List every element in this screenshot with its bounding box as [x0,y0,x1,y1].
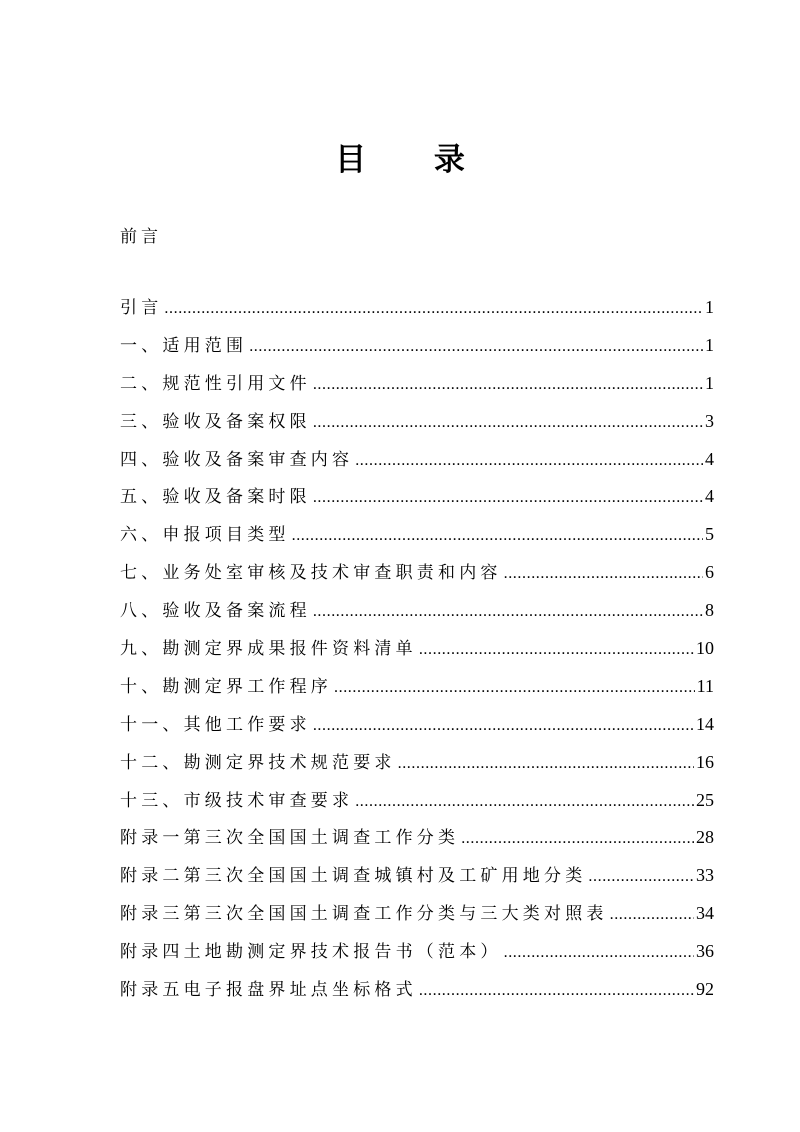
toc-entry-label: 十二、勘测定界技术规范要求 [120,752,396,772]
toc-entry-label: 一、适用范围 [120,335,248,355]
toc-leader-dots [355,793,694,811]
toc-entry-page: 34 [696,903,714,924]
toc-entry-page: 92 [696,979,714,1000]
toc-leader-dots [313,717,694,735]
toc-entry-page: 4 [705,448,714,469]
toc-leader-dots [610,906,694,924]
toc-leader-dots [292,527,703,545]
toc-leader-dots [504,565,703,583]
toc-leader-dots [398,755,694,773]
toc-entry-page: 16 [696,751,714,772]
toc-entry[interactable] [120,558,714,596]
toc-entry-page: 14 [696,713,714,734]
toc-entry-label: 五、验收及备案时限 [120,487,311,507]
toc-leader-dots [313,603,703,621]
toc-preface: 前言 [120,227,162,246]
toc-entry-page: 3 [705,410,714,431]
toc-entry-page: 1 [705,334,714,355]
toc-entry[interactable] [120,710,714,748]
toc-entry-page: 11 [696,675,714,696]
toc-leader-dots [504,944,694,962]
toc-leader-dots [419,641,694,659]
toc-entry[interactable] [120,748,714,786]
toc-entry[interactable] [120,407,714,445]
toc-title: 目 录 [335,142,495,177]
toc-leader-dots [313,489,703,507]
toc-leader-dots [313,376,703,394]
toc-leader-dots [461,830,694,848]
toc-entry-label: 九、勘测定界成果报件资料清单 [120,639,417,659]
toc-entry[interactable] [120,445,714,483]
toc-entry-label: 八、验收及备案流程 [120,601,311,621]
toc-entry-label: 四、验收及备案审查内容 [120,449,354,469]
toc-entry-label: 附录五电子报盘界址点坐标格式 [120,980,417,1000]
toc-entry-label: 附录一第三次全国国土调查工作分类 [120,828,460,848]
toc-entry[interactable] [120,293,714,331]
toc-entry[interactable] [120,823,714,861]
toc-entry-label: 附录四土地勘测定界技术报告书（范本） [120,942,502,962]
toc-entry-page: 6 [705,562,714,583]
toc-entry-label: 六、申报项目类型 [120,525,290,545]
toc-entry-label: 七、业务处室审核及技术审查职责和内容 [120,563,502,583]
toc-entry[interactable] [120,937,714,975]
toc-leader-dots [313,414,703,432]
toc-entry-label: 附录三第三次全国国土调查工作分类与三大类对照表 [120,904,608,924]
toc-entry-label: 引言 [120,298,163,317]
toc-entry-page: 33 [696,865,714,886]
toc-entry-page: 25 [696,789,714,810]
toc-entry[interactable] [120,634,714,672]
toc-entry-page: 1 [705,372,714,393]
toc-entry[interactable] [120,482,714,520]
toc-entry-page: 4 [705,486,714,507]
toc-entry-label: 十、勘测定界工作程序 [120,676,332,696]
toc-leader-dots [334,679,695,697]
toc-entry-page: 36 [696,941,714,962]
toc-entry[interactable] [120,596,714,634]
toc-leader-dots [355,452,703,470]
toc-entry-page: 1 [705,297,714,317]
toc-entry-page: 5 [705,524,714,545]
toc-leader-dots [419,982,694,1000]
toc-list [120,293,714,1013]
toc-entry-label: 二、规范性引用文件 [120,373,311,393]
toc-entry[interactable] [120,861,714,899]
toc-entry-label: 十一、其他工作要求 [120,714,311,734]
toc-entry-label: 三、验收及备案权限 [120,411,311,431]
toc-entry-page: 10 [696,638,714,659]
toc-entry-page: 8 [705,600,714,621]
toc-entry-label: 附录二第三次全国国土调查城镇村及工矿用地分类 [120,866,587,886]
toc-entry[interactable] [120,331,714,369]
toc-entry-label: 十三、市级技术审查要求 [120,790,354,810]
toc-entry[interactable] [120,786,714,824]
toc-entry[interactable] [120,672,714,710]
toc-entry-page: 28 [696,827,714,848]
toc-entry[interactable] [120,520,714,558]
toc-entry[interactable] [120,369,714,407]
toc-entry[interactable] [120,975,714,1013]
toc-leader-dots [249,338,703,356]
toc-leader-dots [164,300,703,318]
toc-leader-dots [588,868,694,886]
toc-entry[interactable] [120,899,714,937]
